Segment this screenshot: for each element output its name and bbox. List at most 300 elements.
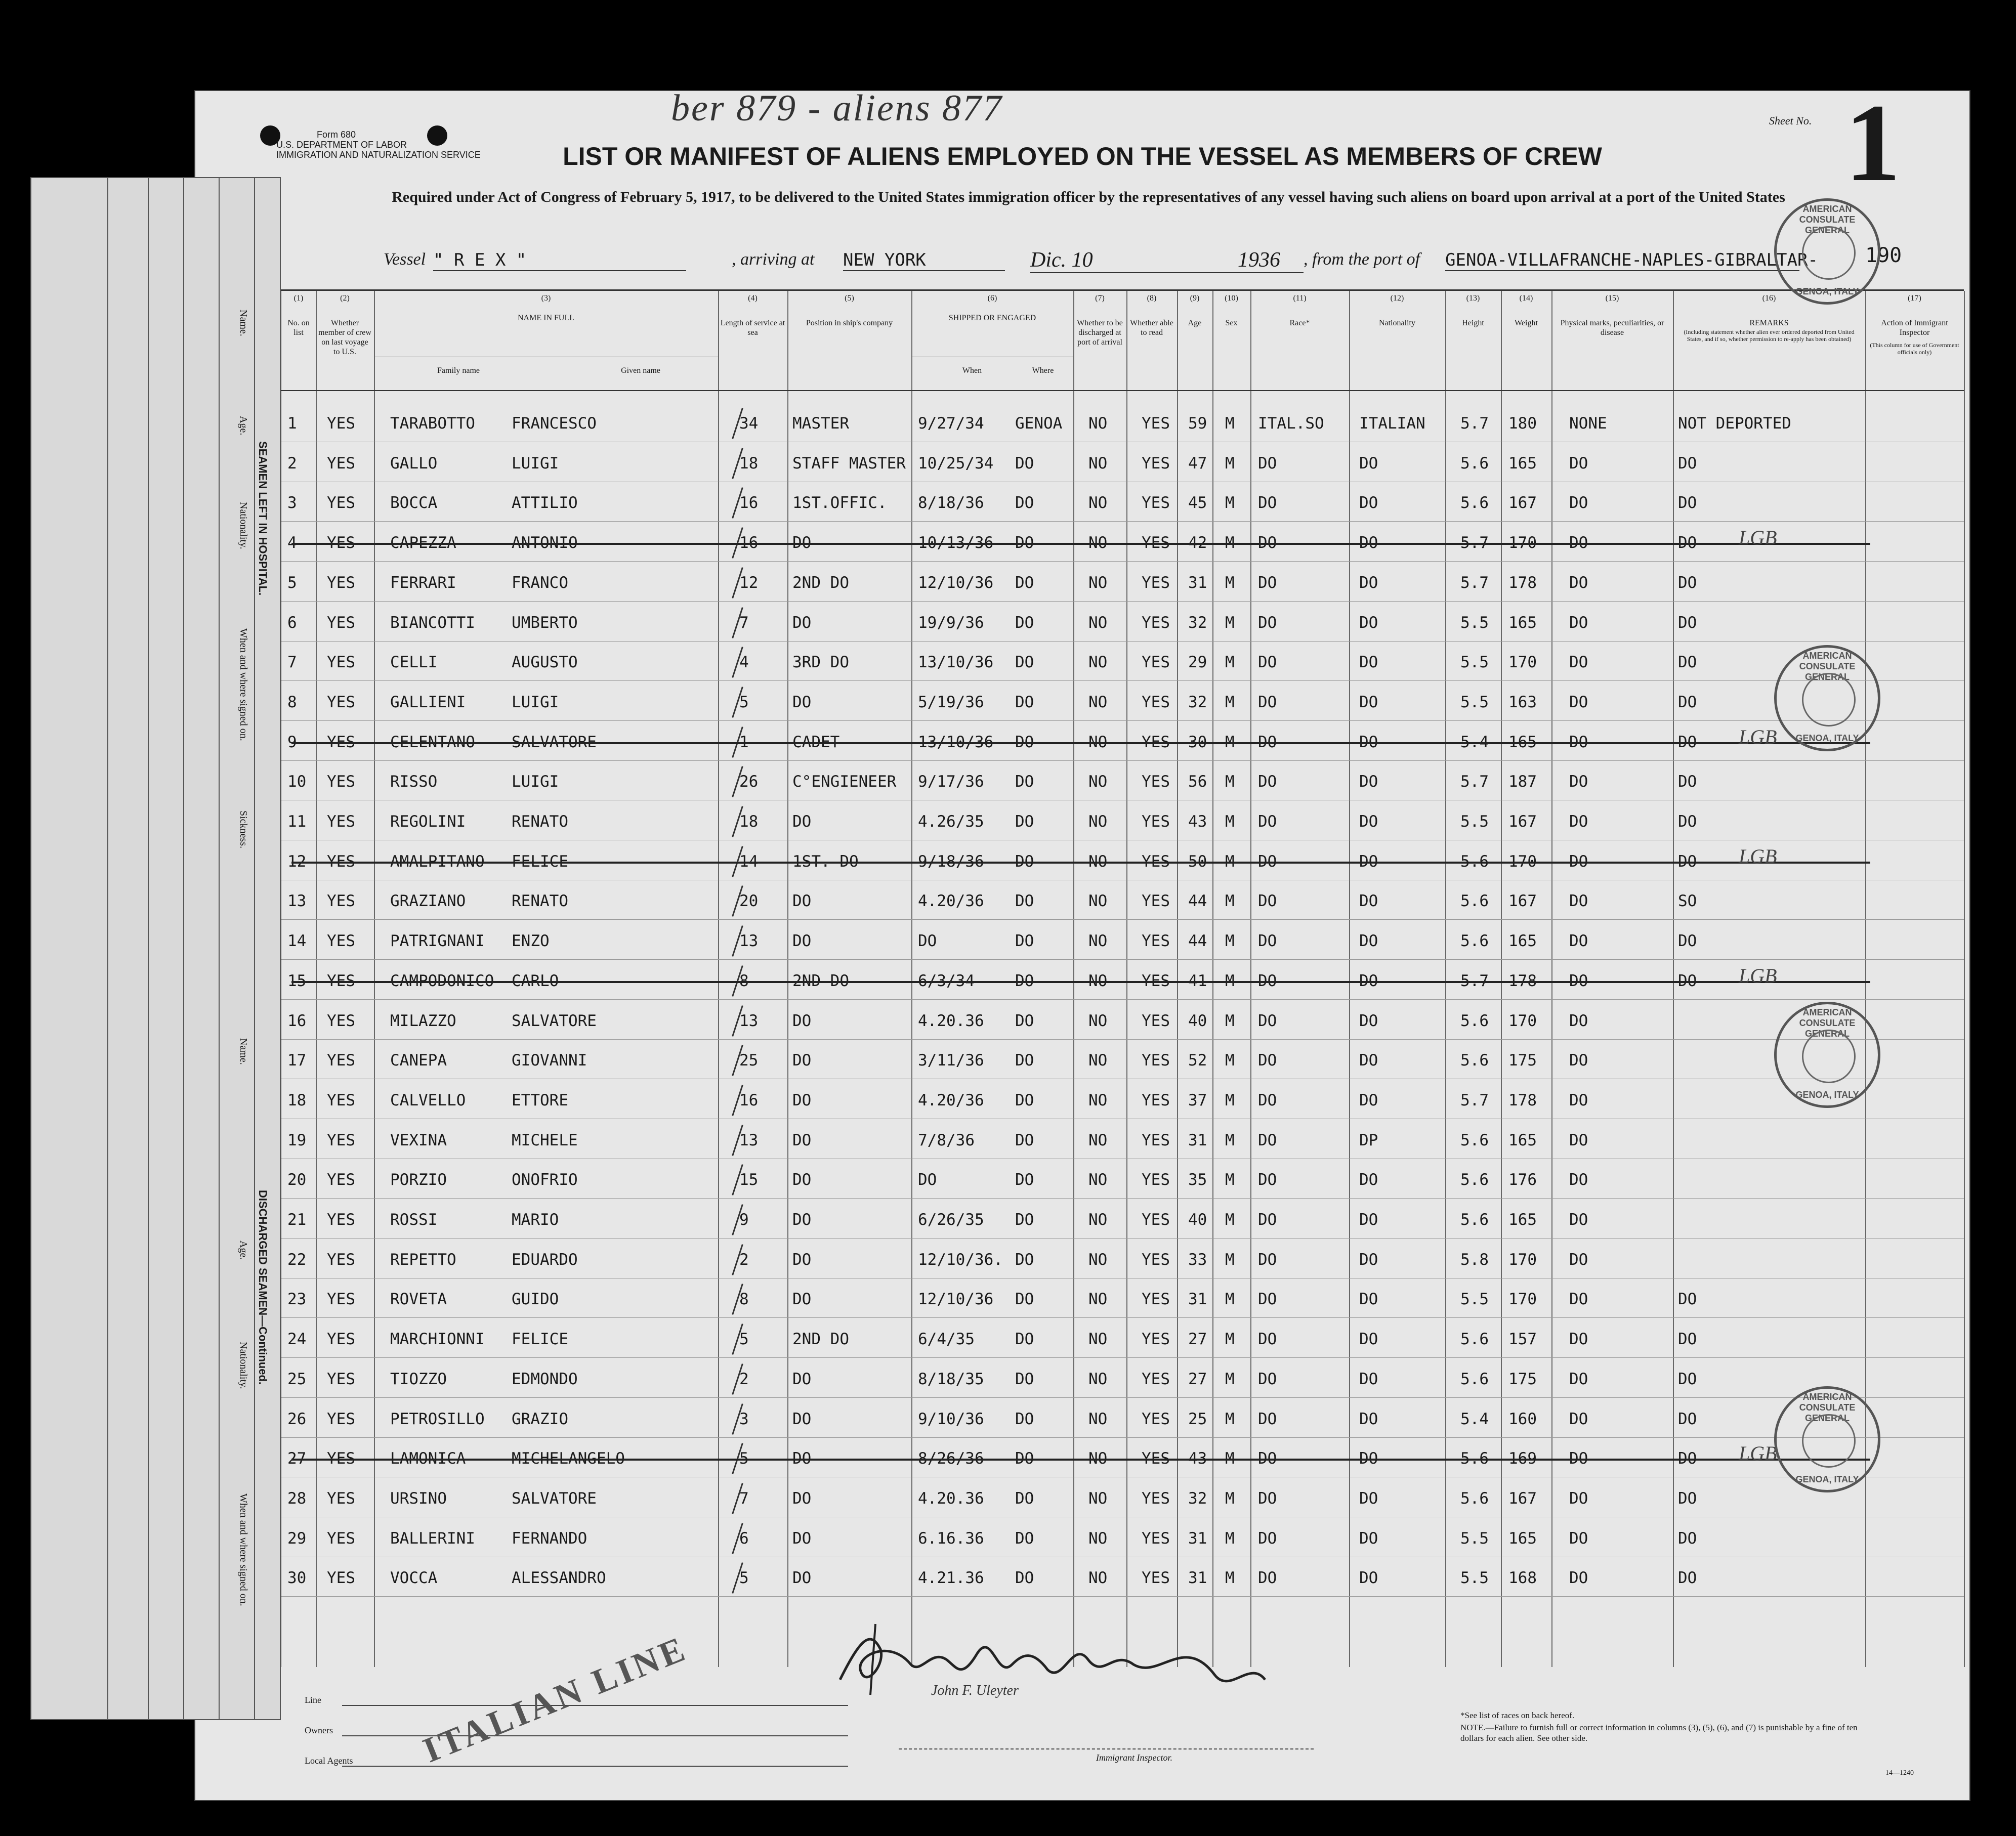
column-number: (13) — [1466, 294, 1480, 303]
cell-when: 9/10/36 — [918, 1410, 984, 1428]
column-number: (8) — [1147, 294, 1157, 303]
cell-read: YES — [1142, 852, 1170, 871]
table-row — [281, 843, 1964, 883]
eagle-seal-icon — [1802, 226, 1856, 280]
cell-when: 10/13/36 — [918, 534, 994, 552]
cell-sex: M — [1225, 1410, 1235, 1428]
cell-age: 33 — [1188, 1250, 1207, 1269]
column-header: Position in ship's company — [806, 319, 893, 327]
form-code: 14—1240 — [1885, 1769, 1914, 1777]
column-header: Race* — [1289, 319, 1310, 327]
cell-where: DO — [1015, 1529, 1034, 1548]
cell-weight: 157 — [1508, 1330, 1537, 1349]
cell-service: 13 — [739, 932, 759, 951]
cell-age: 32 — [1188, 613, 1207, 632]
stamp-bottom-text: GENOA, ITALY — [1795, 1090, 1859, 1100]
cell-n: 22 — [287, 1250, 307, 1269]
cell-disch: NO — [1088, 1569, 1108, 1588]
cell-disch: NO — [1088, 1131, 1108, 1149]
cell-disch: NO — [1088, 971, 1108, 990]
cell-marks: DO — [1569, 1171, 1588, 1189]
cell-age: 31 — [1188, 1290, 1207, 1309]
column-header: Age — [1188, 319, 1202, 327]
cell-service: 8 — [739, 1290, 749, 1309]
cell-sex: M — [1225, 693, 1235, 711]
cell-n: 14 — [287, 932, 307, 951]
cell-marks: DO — [1569, 454, 1588, 473]
cell-marks: DO — [1569, 1449, 1588, 1468]
cell-race: DO — [1258, 932, 1277, 951]
cell-read: YES — [1142, 971, 1170, 990]
cell-where: DO — [1015, 573, 1034, 592]
cell-family: CELENTANO — [390, 733, 475, 751]
cell-sex: M — [1225, 773, 1235, 791]
cell-sex: M — [1225, 1449, 1235, 1468]
cell-sex: M — [1225, 1171, 1235, 1189]
slip-label: Name. — [238, 1038, 249, 1065]
cell-disch: NO — [1088, 773, 1108, 791]
cell-where: GENOA — [1015, 414, 1063, 433]
vessel-name: " R E X " — [433, 250, 686, 271]
cell-prev: YES — [327, 1529, 355, 1548]
cell-prev: YES — [327, 494, 355, 513]
cell-weight: 165 — [1508, 1211, 1537, 1229]
table-row — [281, 803, 1964, 843]
cell-given: MICHELE — [512, 1131, 578, 1149]
cell-disch: NO — [1088, 1290, 1108, 1309]
cell-given: FRANCO — [512, 573, 568, 592]
cell-prev: YES — [327, 773, 355, 791]
cell-sex: M — [1225, 613, 1235, 632]
header-rule — [281, 390, 1964, 391]
cell-remarks: DO — [1678, 494, 1697, 513]
cell-family: MARCHIONNI — [390, 1330, 485, 1349]
cell-marks: DO — [1569, 613, 1588, 632]
cell-given: EDMONDO — [512, 1370, 578, 1388]
cell-race: DO — [1258, 613, 1277, 632]
cell-race: DO — [1258, 813, 1277, 831]
cell-remarks: DO — [1678, 573, 1697, 592]
cell-prev: YES — [327, 1131, 355, 1149]
cell-family: BALLERINI — [390, 1529, 475, 1548]
cell-read: YES — [1142, 892, 1170, 911]
row-rule — [281, 1198, 1964, 1199]
cell-race: DO — [1258, 1529, 1277, 1548]
cell-when: 6.16.36 — [918, 1529, 984, 1548]
cell-position: DO — [792, 932, 812, 951]
cell-marks: DO — [1569, 971, 1588, 990]
cell-given: FERNANDO — [512, 1529, 587, 1548]
cell-nat: DO — [1359, 1051, 1378, 1070]
cell-weight: 165 — [1508, 733, 1537, 751]
cell-weight: 170 — [1508, 1250, 1537, 1269]
cell-marks: DO — [1569, 693, 1588, 711]
table-row — [281, 1361, 1964, 1400]
cell-prev: YES — [327, 613, 355, 632]
column-header: SHIPPED OR ENGAGED — [948, 314, 1036, 322]
cell-disch: NO — [1088, 1250, 1108, 1269]
row-rule — [281, 919, 1964, 920]
cell-height: 5.7 — [1460, 971, 1489, 990]
cell-remarks: DO — [1678, 971, 1697, 990]
table-row — [281, 1321, 1964, 1360]
cell-height: 5.5 — [1460, 1290, 1489, 1309]
cell-disch: NO — [1088, 534, 1108, 552]
cell-prev: YES — [327, 573, 355, 592]
cell-read: YES — [1142, 1410, 1170, 1428]
cell-where: DO — [1015, 733, 1034, 751]
cell-n: 15 — [287, 971, 307, 990]
cell-race: DO — [1258, 1051, 1277, 1070]
cell-n: 28 — [287, 1489, 307, 1508]
cell-family: GALLIENI — [390, 693, 466, 711]
cell-remarks: DO — [1678, 454, 1697, 473]
cell-age: 32 — [1188, 1489, 1207, 1508]
slip-rule — [183, 178, 184, 1719]
cell-marks: DO — [1569, 892, 1588, 911]
cell-race: DO — [1258, 733, 1277, 751]
slip-rule — [219, 178, 220, 1719]
cell-sex: M — [1225, 813, 1235, 831]
table-row — [281, 1480, 1964, 1520]
cell-nat: DO — [1359, 653, 1378, 672]
cell-family: TIOZZO — [390, 1370, 447, 1388]
row-rule — [281, 561, 1964, 562]
cell-height: 5.5 — [1460, 1529, 1489, 1548]
arriving-label: , arriving at — [732, 250, 815, 269]
cell-n: 19 — [287, 1131, 307, 1149]
cell-prev: YES — [327, 1449, 355, 1468]
cell-position: DO — [792, 1091, 812, 1109]
cell-disch: NO — [1088, 813, 1108, 831]
cell-given: LUIGI — [512, 693, 559, 711]
cell-race: DO — [1258, 1131, 1277, 1149]
column-header: No. on list — [287, 319, 310, 337]
cell-nat: DO — [1359, 852, 1378, 871]
manifest-sheet — [194, 81, 1970, 1801]
cell-height: 5.7 — [1460, 414, 1489, 433]
cell-race: DO — [1258, 1250, 1277, 1269]
cell-given: LUIGI — [512, 454, 559, 473]
cell-marks: DO — [1569, 534, 1588, 552]
cell-race: DO — [1258, 971, 1277, 990]
cell-when: 12/10/36 — [918, 1290, 994, 1309]
cell-position: 2ND DO — [792, 971, 849, 990]
race-note: *See list of races on back hereof. — [1460, 1711, 1575, 1720]
signature-text: John F. Uleyter — [931, 1683, 1019, 1698]
cell-marks: DO — [1569, 852, 1588, 871]
cell-family: PORZIO — [390, 1171, 447, 1189]
cell-age: 25 — [1188, 1410, 1207, 1428]
cell-read: YES — [1142, 1489, 1170, 1508]
slip-heading-hospital: SEAMEN LEFT IN HOSPITAL. — [257, 441, 269, 596]
cell-age: 43 — [1188, 1449, 1207, 1468]
cell-service: 6 — [739, 1529, 749, 1548]
cell-marks: DO — [1569, 1011, 1588, 1030]
cell-age: 40 — [1188, 1011, 1207, 1030]
cell-marks: DO — [1569, 932, 1588, 951]
cell-remarks: DO — [1678, 1449, 1697, 1468]
cell-when: 4.26/35 — [918, 813, 984, 831]
cell-nat: ITALIAN — [1359, 414, 1425, 433]
cell-nat: DO — [1359, 1529, 1378, 1548]
cell-when: 4.20.36 — [918, 1011, 984, 1030]
cell-n: 1 — [287, 414, 297, 433]
cell-where: DO — [1015, 852, 1034, 871]
table-row — [281, 445, 1964, 485]
cell-given: ANTONIO — [512, 534, 578, 552]
cell-height: 5.6 — [1460, 1131, 1489, 1149]
cell-service: 16 — [739, 534, 759, 552]
table-row — [281, 1122, 1964, 1162]
cell-marks: DO — [1569, 733, 1588, 751]
cell-read: YES — [1142, 653, 1170, 672]
cell-when: 12/10/36. — [918, 1250, 1003, 1269]
cell-service: 13 — [739, 1011, 759, 1030]
column-header: Whether member of crew on last voyage to U.S. — [318, 319, 371, 356]
cell-weight: 160 — [1508, 1410, 1537, 1428]
cell-prev: YES — [327, 693, 355, 711]
cell-height: 5.7 — [1460, 534, 1489, 552]
cell-n: 30 — [287, 1569, 307, 1588]
column-header: Action of Immigrant Inspector — [1881, 319, 1948, 337]
cell-disch: NO — [1088, 1171, 1108, 1189]
cell-nat: DO — [1359, 1489, 1378, 1508]
row-rule — [281, 760, 1964, 761]
cell-disch: NO — [1088, 1011, 1108, 1030]
cell-when: 3/11/36 — [918, 1051, 984, 1070]
cell-read: YES — [1142, 1449, 1170, 1468]
cell-prev: YES — [327, 1370, 355, 1388]
cell-nat: DO — [1359, 1370, 1378, 1388]
cell-when: DO — [918, 932, 937, 951]
cell-where: DO — [1015, 1131, 1034, 1149]
table-row — [281, 923, 1964, 962]
cell-service: 18 — [739, 454, 759, 473]
cell-height: 5.5 — [1460, 813, 1489, 831]
cell-family: MILAZZO — [390, 1011, 456, 1030]
where-subhead: Where — [1032, 366, 1054, 375]
cell-sex: M — [1225, 1489, 1235, 1508]
cell-read: YES — [1142, 414, 1170, 433]
cell-given: CARLO — [512, 971, 559, 990]
cell-position: DO — [792, 1290, 812, 1309]
sheet-label: Sheet No. — [1769, 114, 1812, 127]
cell-height: 5.6 — [1460, 1330, 1489, 1349]
cell-family: REGOLINI — [390, 813, 466, 831]
when-subhead: When — [962, 366, 982, 375]
cell-weight: 170 — [1508, 1011, 1537, 1030]
cell-when: 9/17/36 — [918, 773, 984, 791]
cell-where: DO — [1015, 1051, 1034, 1070]
cell-position: DO — [792, 1011, 812, 1030]
cell-given: FELICE — [512, 1330, 568, 1349]
column-header: REMARKS — [1749, 319, 1789, 327]
action-note: (This column for use of Government officials only) — [1870, 341, 1959, 356]
cell-weight: 175 — [1508, 1370, 1537, 1388]
cell-nat: DO — [1359, 534, 1378, 552]
column-number: (7) — [1095, 294, 1105, 303]
cell-marks: DO — [1569, 1529, 1588, 1548]
cell-read: YES — [1142, 454, 1170, 473]
cell-race: DO — [1258, 1290, 1277, 1309]
cell-remarks: DO — [1678, 653, 1697, 672]
cell-family: URSINO — [390, 1489, 447, 1508]
cell-race: DO — [1258, 1489, 1277, 1508]
cell-marks: DO — [1569, 1290, 1588, 1309]
cell-where: DO — [1015, 534, 1034, 552]
table-row — [281, 644, 1964, 684]
table-row — [281, 1281, 1964, 1320]
cell-sex: M — [1225, 653, 1235, 672]
consulate-stamp — [1774, 1002, 1880, 1108]
strike-through-line — [291, 742, 1870, 744]
table-row — [281, 1162, 1964, 1201]
cell-read: YES — [1142, 1330, 1170, 1349]
service: IMMIGRATION AND NATURALIZATION SERVICE — [276, 150, 481, 160]
cell-disch: NO — [1088, 1410, 1108, 1428]
column-header: Height — [1462, 319, 1484, 327]
cell-height: 5.7 — [1460, 773, 1489, 791]
cell-weight: 167 — [1508, 813, 1537, 831]
cell-sex: M — [1225, 892, 1235, 911]
column-header: NAME IN FULL — [518, 314, 574, 322]
cell-position: DO — [792, 892, 812, 911]
column-number: (10) — [1225, 294, 1238, 303]
cell-family: BIANCOTTI — [390, 613, 475, 632]
cell-when: 8/26/36 — [918, 1449, 984, 1468]
table-row — [281, 1202, 1964, 1241]
vessel-label: Vessel — [384, 250, 426, 269]
cell-race: DO — [1258, 1449, 1277, 1468]
cell-disch: NO — [1088, 613, 1108, 632]
cell-disch: NO — [1088, 454, 1108, 473]
cell-marks: DO — [1569, 1091, 1588, 1109]
cell-family: GRAZIANO — [390, 892, 466, 911]
cell-disch: NO — [1088, 1370, 1108, 1388]
cell-height: 5.6 — [1460, 932, 1489, 951]
slip-label: Nationality. — [238, 502, 249, 549]
cell-height: 5.4 — [1460, 733, 1489, 751]
cell-position: 1ST.OFFIC. — [792, 494, 887, 513]
cell-when: 19/9/36 — [918, 613, 984, 632]
slip-rule — [254, 178, 255, 1719]
cell-position: 2ND DO — [792, 573, 849, 592]
cell-age: 29 — [1188, 653, 1207, 672]
cell-service: 16 — [739, 494, 759, 513]
column-header: Sex — [1225, 319, 1238, 327]
cell-n: 3 — [287, 494, 297, 513]
agents-rule — [342, 1766, 848, 1767]
cell-remarks: DO — [1678, 613, 1697, 632]
cell-service: 34 — [739, 414, 759, 433]
cell-prev: YES — [327, 932, 355, 951]
cell-race: DO — [1258, 494, 1277, 513]
cell-race: DO — [1258, 1330, 1277, 1349]
family-name-subhead: Family name — [437, 366, 480, 375]
cell-position: DO — [792, 1250, 812, 1269]
cell-race: DO — [1258, 773, 1277, 791]
cell-where: DO — [1015, 1091, 1034, 1109]
slip-label: Name. — [238, 310, 249, 336]
cell-read: YES — [1142, 1250, 1170, 1269]
cell-n: 4 — [287, 534, 297, 552]
cell-n: 27 — [287, 1449, 307, 1468]
table-row — [281, 605, 1964, 644]
cell-where: DO — [1015, 1250, 1034, 1269]
manuscript-note: ber 879 - aliens 877 — [671, 88, 1003, 129]
cell-when: 13/10/36 — [918, 733, 994, 751]
cell-weight: 165 — [1508, 1131, 1537, 1149]
cell-n: 29 — [287, 1529, 307, 1548]
row-rule — [281, 1437, 1964, 1438]
cell-read: YES — [1142, 1370, 1170, 1388]
cell-remarks: DO — [1678, 1529, 1697, 1548]
inspector-label: Immigrant Inspector. — [1096, 1753, 1172, 1763]
cell-family: LAMONICA — [390, 1449, 466, 1468]
cell-read: YES — [1142, 534, 1170, 552]
cell-race: DO — [1258, 573, 1277, 592]
cell-family: PETROSILLO — [390, 1410, 485, 1428]
table-row — [281, 724, 1964, 763]
cell-position: DO — [792, 693, 812, 711]
cell-disch: NO — [1088, 852, 1108, 871]
cell-where: DO — [1015, 1211, 1034, 1229]
cell-prev: YES — [327, 1171, 355, 1189]
cell-marks: DO — [1569, 494, 1588, 513]
cell-weight: 169 — [1508, 1449, 1537, 1468]
cell-weight: 180 — [1508, 414, 1537, 433]
cell-family: BOCCA — [390, 494, 438, 513]
cell-nat: DO — [1359, 1449, 1378, 1468]
cell-n: 5 — [287, 573, 297, 592]
cell-race: DO — [1258, 1091, 1277, 1109]
cell-where: DO — [1015, 1489, 1034, 1508]
inspector-initials: LGB — [1739, 526, 1777, 549]
cell-read: YES — [1142, 573, 1170, 592]
cell-height: 5.6 — [1460, 1051, 1489, 1070]
cell-family: CANEPA — [390, 1051, 447, 1070]
cell-age: 41 — [1188, 971, 1207, 990]
cell-remarks: DO — [1678, 773, 1697, 791]
cell-disch: NO — [1088, 733, 1108, 751]
cell-n: 17 — [287, 1051, 307, 1070]
cell-nat: DO — [1359, 494, 1378, 513]
cell-service: 12 — [739, 573, 759, 592]
cell-family: RISSO — [390, 773, 438, 791]
consulate-stamp — [1774, 645, 1880, 751]
cell-height: 5.6 — [1460, 1370, 1489, 1388]
column-number: (17) — [1908, 294, 1921, 303]
cell-n: 10 — [287, 773, 307, 791]
cell-prev: YES — [327, 1330, 355, 1349]
cell-remarks: DO — [1678, 813, 1697, 831]
cell-marks: DO — [1569, 1410, 1588, 1428]
cell-sex: M — [1225, 1091, 1235, 1109]
sheet-number: 1 — [1845, 81, 1901, 204]
cell-family: AMALPITANO — [390, 852, 485, 871]
cell-height: 5.6 — [1460, 1489, 1489, 1508]
cell-family: PATRIGNANI — [390, 932, 485, 951]
cell-weight: 175 — [1508, 1051, 1537, 1070]
cell-sex: M — [1225, 1250, 1235, 1269]
cell-age: 27 — [1188, 1370, 1207, 1388]
cell-disch: NO — [1088, 414, 1108, 433]
cell-prev: YES — [327, 414, 355, 433]
cell-age: 47 — [1188, 454, 1207, 473]
arriving-port: NEW YORK — [843, 250, 1005, 271]
cell-given: ONOFRIO — [512, 1171, 578, 1189]
